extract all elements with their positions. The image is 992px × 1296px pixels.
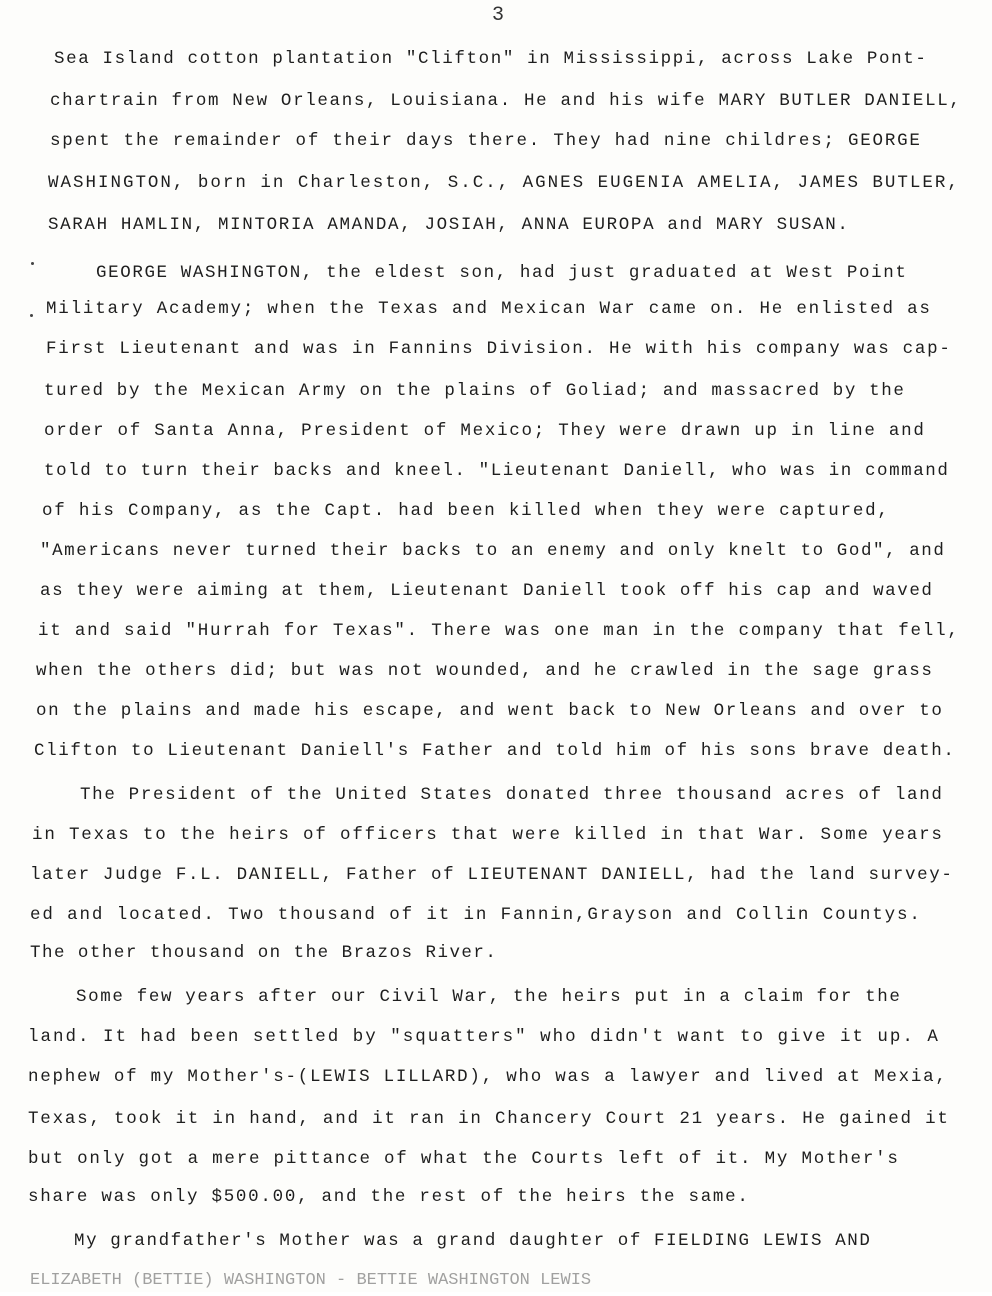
text-line: Clifton to Lieutenant Daniell's Father and told him of his sons brave death.: [34, 741, 956, 761]
text-line: Military Academy; when the Texas and Mexican War came on. He enlisted as: [46, 299, 932, 319]
text-line: GEORGE WASHINGTON, the eldest son, had just graduated at West Point: [96, 263, 908, 283]
text-line: First Lieutenant and was in Fannins Division. He with his company was cap-: [46, 339, 952, 359]
text-line: as they were aiming at them, Lieutenant Daniell took off his cap and waved: [40, 581, 934, 601]
text-line: of his Company, as the Capt. had been killed when they were captured,: [42, 501, 890, 521]
text-line: on the plains and made his escape, and went back to New Orleans and over to: [36, 701, 944, 721]
text-line: land. It had been settled by "squatters" who didn't want to give it up. A: [28, 1027, 940, 1047]
text-line: Texas, took it in hand, and it ran in Chancery Court 21 years. He gained it: [28, 1109, 950, 1129]
text-line: Some few years after our Civil War, the heirs put in a claim for the: [76, 987, 902, 1007]
text-line: when the others did; but was not wounded, and he crawled in the sage grass: [36, 661, 934, 681]
text-line: Sea Island cotton plantation "Clifton" in Mississippi, across Lake Pont-: [54, 49, 928, 69]
text-line: in Texas to the heirs of officers that were killed in that War. Some years: [32, 825, 944, 845]
text-line: told to turn their backs and kneel. "Lieutenant Daniell, who was in command: [44, 461, 950, 481]
text-line: chartrain from New Orleans, Louisiana. He and his wife MARY BUTLER DANIELL,: [50, 91, 962, 111]
text-line: share was only $500.00, and the rest of the heirs the same.: [28, 1187, 750, 1207]
text-line: but only got a mere pittance of what the Courts left of it. My Mother's: [28, 1149, 900, 1169]
page-number: 3: [492, 4, 505, 27]
text-line: it and said "Hurrah for Texas". There was one man in the company that fell,: [38, 621, 960, 641]
text-line: My grandfather's Mother was a grand daughter of FIELDING LEWIS AND: [74, 1231, 872, 1251]
cutoff-text-line: ELIZABETH (BETTIE) WASHINGTON - BETTIE WASHINGTON LEWIS: [30, 1271, 592, 1290]
text-line: The President of the United States donated three thousand acres of land: [80, 785, 944, 805]
text-line: tured by the Mexican Army on the plains of Goliad; and massacred by the: [44, 381, 906, 401]
text-line: spent the remainder of their days there. They had nine childres; GEORGE: [50, 131, 922, 151]
text-line: ed and located. Two thousand of it in Fannin,Grayson and Collin Countys.: [30, 905, 922, 925]
text-line: later Judge F.L. DANIELL, Father of LIEUTENANT DANIELL, had the land survey-: [30, 865, 954, 885]
scan-speck: [31, 262, 34, 265]
text-line: SARAH HAMLIN, MINTORIA AMANDA, JOSIAH, ANNA EUROPA and MARY SUSAN.: [48, 215, 850, 235]
text-line: The other thousand on the Brazos River.: [30, 943, 498, 963]
text-line: nephew of my Mother's-(LEWIS LILLARD), who was a lawyer and lived at Mexia,: [28, 1067, 948, 1087]
text-line: "Americans never turned their backs to an enemy and only knelt to God", and: [40, 541, 946, 561]
text-line: order of Santa Anna, President of Mexico; They were drawn up in line and: [44, 421, 926, 441]
text-line: WASHINGTON, born in Charleston, S.C., AGNES EUGENIA AMELIA, JAMES BUTLER,: [48, 173, 960, 193]
scan-speck: [30, 314, 33, 317]
